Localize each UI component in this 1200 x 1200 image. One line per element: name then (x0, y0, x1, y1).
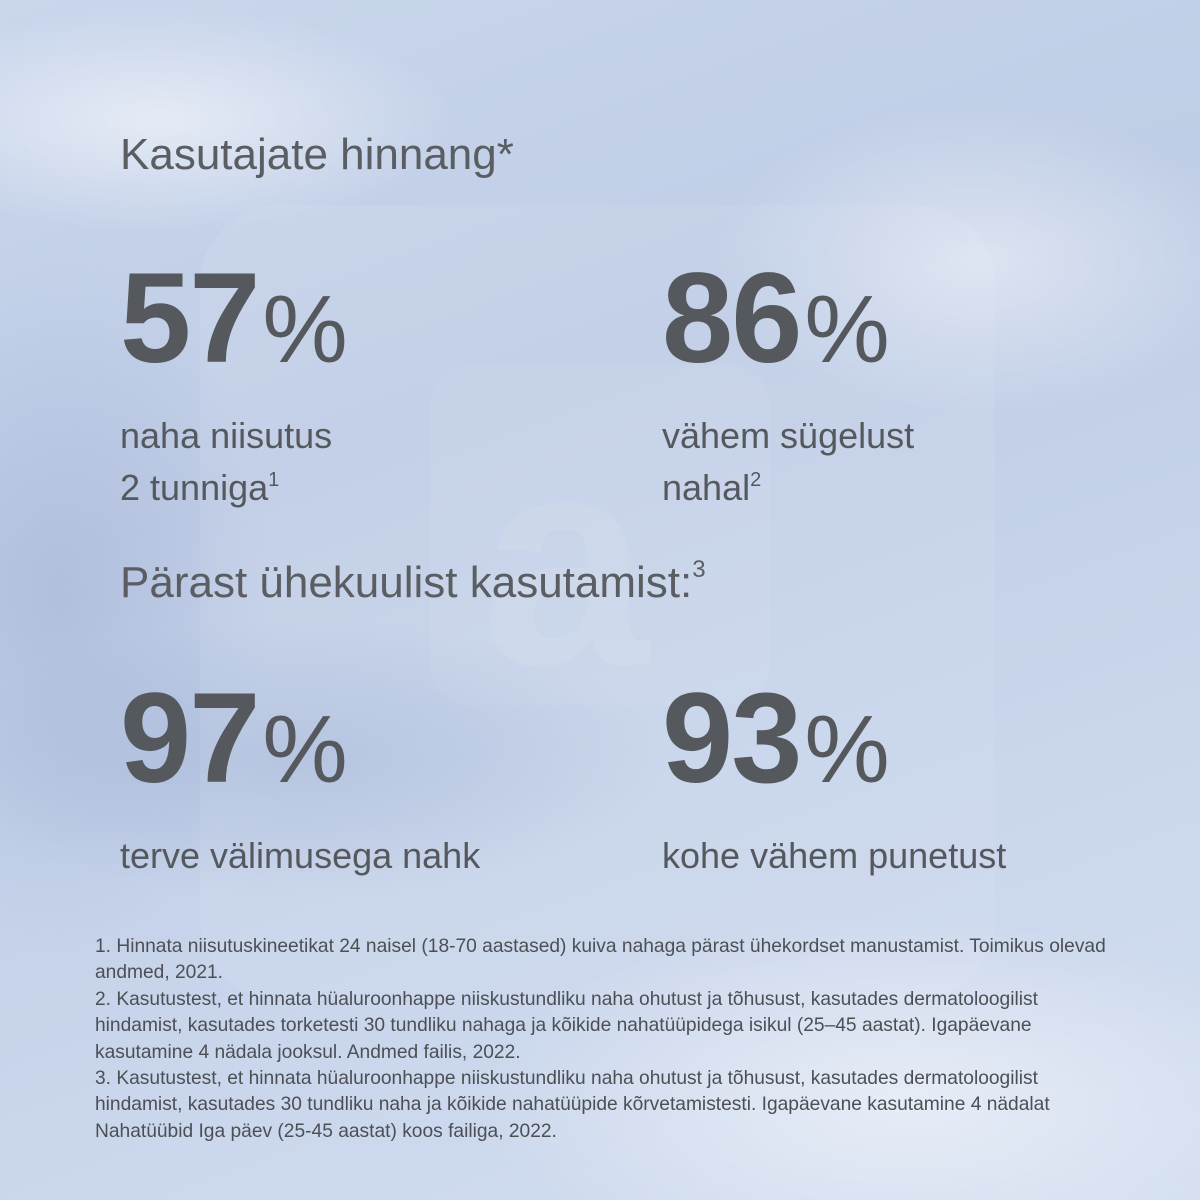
stat-description: naha niisutus 2 tunniga$^1$ (120, 415, 333, 508)
stat-description: terve välimusega nahk (120, 835, 481, 876)
watermark-letter-icon: a (482, 392, 649, 728)
heading-user-rating: Kasutajate hinnang* (120, 130, 514, 179)
stat-healthy-skin (120, 667, 640, 878)
stat-hydration (120, 247, 640, 510)
stat-itching (662, 247, 1182, 510)
stat-value: 57% (120, 247, 348, 390)
stat-description: vähem sügelust nahal$^2$ (662, 415, 915, 508)
stat-description: kohe vähem punetust (662, 835, 1007, 876)
stat-redness (662, 667, 1182, 878)
stat-value: 93% (662, 667, 890, 810)
heading-after-one-month: Pärast ühekuulist kasutamist:$^3$ (120, 556, 706, 607)
stat-value: 86% (662, 247, 890, 390)
footnote-1: 1. Hinnata niisutuskineetikat 24 naisel (18-70 aastased) kuiva nahaga pärast ühekordset manustamist. Toimikus olevad andmed, 2021. (95, 936, 1106, 984)
stat-value: 97% (120, 667, 348, 810)
footnotes (95, 934, 1125, 1145)
footnote-2: 2. Kasutustest, et hinnata hüaluroonhappe niiskustundliku naha ohutust ja tõhusust, kasutades dermatoloogilist hindamist, kasutades torketesti 30 tundliku nahaga ja kõikide nahatüüpidega isikul (25–45 aastat). Igapäevane kasutamine 4 nädala jooksul. Andmed failis, 2022. (95, 988, 1038, 1063)
footnote-3: 3. Kasutustest, et hinnata hüaluroonhappe niiskustundliku naha ohutust ja tõhusust, kasutades dermatoloogilist hindamist, kasutades 30 tundliku naha ja kõikide nahatüüpide kõrvetamistesti. Igapäevane kasutamine 4 nädalat Nahatüübid Iga päev (25-45 aastat) koos failiga, 2022. (95, 1068, 1050, 1142)
